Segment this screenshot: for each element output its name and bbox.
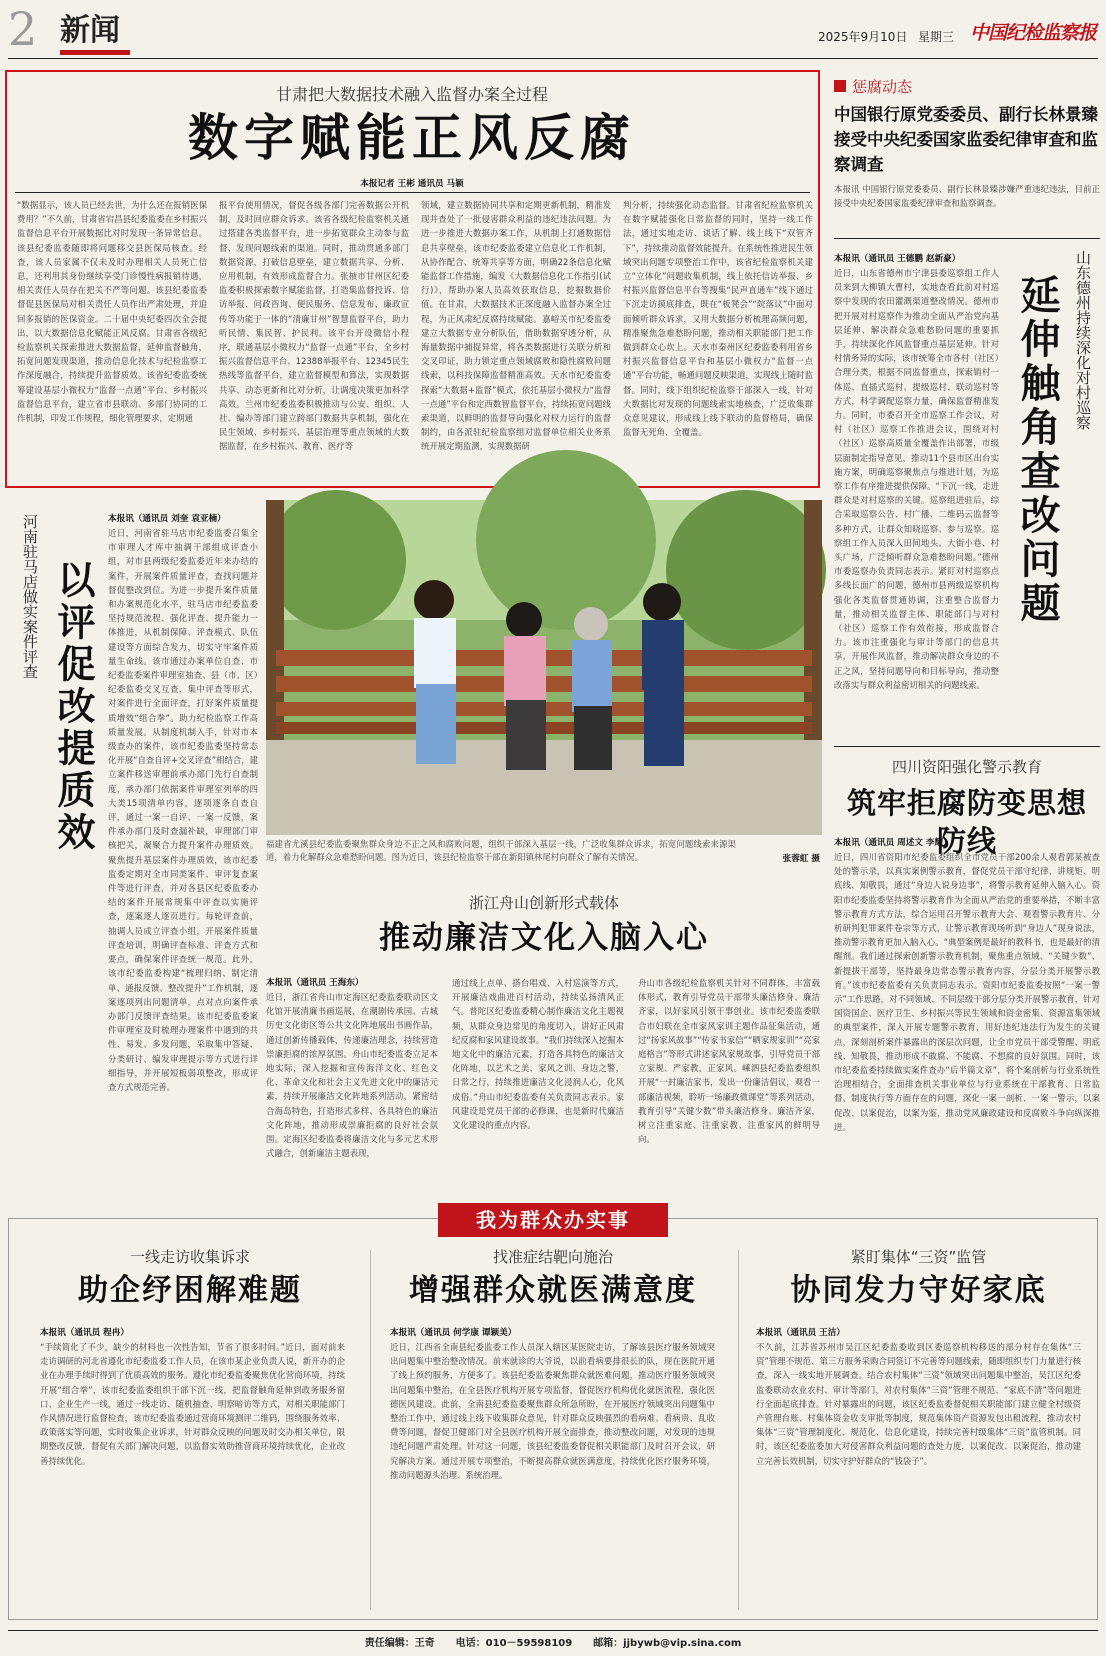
shandong-headline: 延伸触角查改问题 xyxy=(1014,274,1061,626)
sichuan-kicker: 四川资阳强化警示教育 xyxy=(891,758,1042,776)
shandong-kicker: 山东德州持续深化对村巡察 xyxy=(1074,250,1092,430)
bottom-divider-1 xyxy=(370,1250,371,1610)
bottom-headline-3: 协同发力守好家底 xyxy=(790,1273,1047,1308)
footer-email[interactable]: 邮箱：jjbywb@vip.sina.com xyxy=(593,1638,742,1649)
sichuan-rule xyxy=(834,746,1100,747)
footer-phone: 电话：010－59598109 xyxy=(455,1638,573,1649)
corruption-news xyxy=(834,72,1100,242)
footer-rule xyxy=(8,1630,1098,1631)
photo-credit: 张蓉虹 摄 xyxy=(782,854,820,864)
bottom-byline-1: 本报讯（通讯员 程冉） xyxy=(40,1328,129,1338)
sichuan-story xyxy=(834,746,1100,1188)
section-name: 新闻 xyxy=(60,13,120,48)
lead-column-3: 领域，建立数据协同共享和定期更新机制，精准发现并查处了一批侵害群众利益的违纪违法问题。为进一步推进大数据办案工作，从机制上打通数据信息共享壁垒，该市纪委监委建立信息化工作机制，从协作配合、统筹共享等方面，明确22条信息化赋能监督工作措施，编发《大数据信息化工作指引(试行)》，帮助办案人员高效获取信息，挖掘数据价值。在甘肃，大数据技术正深度融入监督办案全过程，为正风肃纪反腐持续赋能。嘉峪关市纪委监委建立大数据专业分析队伍，借助数据穿透分析，从海量数据中捕捉异常，将各类数据进行关联分析和交叉印证，助力锁定重点领域腐败和隐性腐败问题线索，以科技保障监督精准高效。天水市纪委监委探索“大数据+监督”模式，依托基层小微权力“监督一点通”平台和定西数智监督平台，持续拓宽问题线索渠道，以鲜明的监督导向强化对权力运行的监督制约，由各派驻纪检监察组对监督单位相关业务系统开展定期监测，实现数据研 xyxy=(421,200,611,452)
news-headline: 中国银行原党委委员、副行长林景臻接受中央纪委国家监委纪律审查和监察调查 xyxy=(834,105,1098,174)
bottom-story-2 xyxy=(378,1240,728,1612)
photo-caption: 福建省尤溪县纪委监委聚焦群众身边不正之风和腐败问题，组织干部深入基层一线，广泛收集群众诉求，拓宽问题线索来源渠道，着力化解群众急难愁盼问题。图为近日，该县纪检监察干部在新阳镇林尾村向群众了解有关情况。 xyxy=(266,839,736,862)
bottom-headline-2: 增强群众就医满意度 xyxy=(409,1273,697,1308)
lead-story-box xyxy=(5,70,820,488)
sichuan-headline: 筑牢拒腐防变思想防线 xyxy=(846,786,1087,858)
sichuan-byline: 本报讯（通讯员 周述文 李耀） xyxy=(834,838,952,848)
lead-kicker: 甘肃把大数据技术融入监督办案全过程 xyxy=(275,85,548,104)
lead-column-2: 报平台使用情况，督促各级各部门完善数据公开机制，及时回应群众诉求。该省各级纪检监察机关通过搭建各类监督平台，进一步拓宽群众主动参与监督、发现问题线索的渠道。同时，推动贯通多部门数据资源，打破信息壁垒，建立数据共享、分析、应用机制，有效形成监督合力。张掖市甘州区纪委监委积极探索数字赋能监督，打造集监督投诉、信访举报、问政咨询、便民服务、信息发布、廉政宣传等功能于一体的“清廉甘州”智慧监督平台，助力听民情、集民智、护民利。该平台开设微信小程序，联通基层小微权力“监督一点通”平台，全乡村振兴监督信息平台、12388举报平台、12345民生热线等监督平台，建立监督模型和算法，实现数据共享、动态更新和比对分析，让调度决策更加科学高效。兰州市纪委监委积极推动与公安、组织、人社、编办等部门建立跨部门数据共享机制，强化在民生领域、乡村振兴、基层治理等重点领域的大数据监督，在乡村振兴、教育、医疗等 xyxy=(219,200,409,452)
zhejiang-kicker: 浙江舟山创新形式载体 xyxy=(468,894,619,912)
henan-headline: 以评促改提质效 xyxy=(51,560,96,854)
bottom-kicker-1: 一线走访收集诉求 xyxy=(129,1248,250,1266)
bottom-divider-2 xyxy=(738,1250,739,1610)
henan-body: 近日，河南省驻马店市纪委监委召集全市审理人才库中抽调干部组成评查小组，对市县两级纪委监委近年来办结的案件，开展案件质量评查，查找问题并督促整改到位。为进一步提升案件质量和办案规范化水平，驻马店市纪委监委坚持规范流程、强化评查、提升能力一体推进，从机制保障、评查模式、队伍建设等方面综合发力，切实守牢案件质量生命线。该市通过办案单位自查、市纪委监委案件审理室抽查、县（市、区）纪委监委交叉互查、集中评查等形式，对案件进行全面评查，打好案件质量提质增效“组合拳”。助力纪检监察工作高质量发展。从制度机制入手，针对市本级查办的案件，该市纪委监委坚持常态化开展“自查自评+交叉评查”相结合，建立案件移送审理前承办部门先行自查制度，承办部门依据案件审理室列举的四大类15项清单内容，逐项逐条自查自评，通过一案一自评、一案一反馈，案件承办部门及时查漏补缺，审理部门审核把关，凝聚合力提升案件办理质效。聚焦提升基层案件办理质效，该市纪委监委定期对全市同类案件、审评复查案件等进行评查，并对各县区纪委监委办结的案件开展常规集中评查以实施评查，逐案逐人逐页进行。每轮评查前，抽调人员成立评查小组，开展案件质量评查培训，明确评查标准、评查方式和要点，确保案件评查统一规范。此外，该市纪委监委构建“梳理归纳、制定清单、通报反馈、整改提升”工作机制，逐案逐项列出问题清单，点对点向案件承办部门反馈评查结果。该市纪委监委案件审理室及时梳理办理案件中遇到的共性、易发、多发问题，采取集中答疑、分类研讨、编发审理提示等方式进行详细指导，并开展短板弱项整改，形成评查方式规范完善。 xyxy=(108,528,258,1092)
bottom-story-1 xyxy=(20,1240,360,1612)
lead-column-4: 判分析，持续强化动态监督。甘肃省纪检监察机关在数字赋能强化日常监督的同时，坚持一线工作法，通过实地走访、谈话了解、线上线下“双管齐下”，持续推动监督效能提升。在系统性推进民生领域突出问题专项整治工作中，该省纪检监察机关建立“立体化”问题收集机制，线上依托信访举报、乡村振兴监督信息平台等搜集“民声直通车”线下通过下沉走访摸底排查，既在“板凳会”“院落议”中面对面倾听群众诉求，又用大数据分析梳理高频问题，精准聚焦急难愁盼问题，推动相关职能部门把工作做到群众心坎上。天水市秦州区纪委监委利用省乡村振兴监督信息平台和基层小微权力“监督一点通”平台功能，畅通问题反映渠道，实现线上随时监督。同时，线下组织纪检监察干部深入一线，针对大数据比对发现的问题线索实地核查，广泛收集群众意见建议，形成线上线下联动的监督格局，确保监督无死角、全覆盖。 xyxy=(623,200,813,438)
bottom-story-3 xyxy=(746,1240,1091,1612)
issue-date: 2025年9月10日 xyxy=(818,30,908,44)
shandong-body-bottom xyxy=(834,676,1100,736)
bottom-body-1: “手续简化了不少，缺少的材料也一次性告知，节省了很多时间。”近日，面对前来走访调研的河北省遵化市纪委监委工作人员，在该市某企业负责人说，新开办的企业在办理手续时得到了优质高效的服务。遵化市纪委监委聚焦优化营商环境，持续开展“组合拳”，该市纪委监委组织干部下沉一线，把监督触角延伸到政务服务窗口、企业生产一线，通过一线走访、随机抽查、明察暗访等方式，对相关职能部门作风情况进行监督检查，该市纪委监委通过营商环境测评二维码，围绕服务效率、政策落实等问题，实时收集企业诉求，针对群众反映的问题及时交办相关单位，限期整改反馈，督促有关部门解决问题，以监督实效助推营商环境持续优化，企业改善持续优化。 xyxy=(40,1342,345,1466)
lead-rule xyxy=(15,192,810,193)
header-rule xyxy=(8,58,1098,59)
zhejiang-story xyxy=(266,876,822,1181)
shandong-byline: 本报讯（通讯员 王德鹏 赵新豪） xyxy=(834,254,961,264)
masthead-logo: 中国纪检监察报 xyxy=(970,22,1097,44)
shandong-body-top: 近日，山东省德州市宁津县委巡察组工作人员来到大柳镇大曹村，实地查看此前对村巡察中发现的农田灌溉渠道整改情况。德州市把开展对村巡察作为推动全面从严治党向基层延伸、解决群众急难愁盼问题的重要抓手，持续深化作风监督重点基层延伸。针对村情务异的实际，该市统筹全市各村（社区）合理分类，根据不同监督重点，探索销村一体巡、直插式巡村、提级巡村、联动巡村等方式，科学调配巡察力量，确保监督精准发力。同时，市委召开全市巡察工作会议，对村（社区）巡察工作推进会议，围绕对村（社区）巡察高质量全覆盖作出部署，市级层面制定指导意见，推动11个县市区出台实施方案，明确巡察聚焦点与推进计划，为巡察工作有序推进提供保障。“下沉一线，走进群众是对村巡察的关键。巡察组进驻后，综合采取巡察公告、村广播、二维码云监督等多种方式，让群众知晓巡察、参与巡察。巡察组工作人员深入田间地头、大街小巷、村头广场，广泛倾听群众急难愁盼问题。”德州市委巡察办负责同志表示。紧盯对村巡察点多线长面广的问题，德州市县两级巡察机构强化各类监督贯通协调，注重整合监督力量，推动相关监督主体、职能部门与对村（社区）巡察工作有效衔接，形成监督合力。该市注重强化与审计等部门的信息共享，开展作风监督，推动解决群众身边的不正之风，坚持问题导向和目标导向，推动整改落实与群众利益密切相关的问题线索。 xyxy=(834,268,999,690)
footer xyxy=(0,1634,1106,1652)
page-number: 2 xyxy=(8,2,38,56)
henan-byline: 本报讯（通讯员 刘奎 袁亚楠） xyxy=(108,514,226,524)
lead-column-1: “数据显示，该人员已经去世，为什么还在报销医保费用？”不久前，甘肃省宕昌县纪委监委在乡村振兴监督信息平台开展数据比对时发现一条异常信息。该县纪委监委随即将问题移交县医保局核查。经查，该人员家属不仅未及时办理相关人员死亡信息，还利用其身份继续享受门诊慢性病报销待遇，相关责任人员存在把关不严等问题。该县纪委监委督促县医保局对相关责任人员作出严肃处理，并追回多报销的医保资金。二十届中央纪委四次全会提出，以大数据信息化赋能正风反腐。甘肃省各级纪检监察机关探索推进大数据监督，延伸监督触角，拓宽问题发现渠道，推动信息化技术与纪检监察工作深度融合，持续提升监督质效。该省纪委监委统筹建设基层小微权力“监督一点通”平台、乡村振兴监督信息平台，建立省市县联动、多部门协同的工作机制，印发工作规程，细化管理要求，定期通 xyxy=(17,200,207,424)
lead-headline: 数字赋能正风反腐 xyxy=(188,108,636,167)
page-header xyxy=(0,0,1106,62)
henan-story xyxy=(8,500,258,1180)
shandong-story xyxy=(834,244,1100,744)
footer-editor: 责任编辑：王奇 xyxy=(364,1638,435,1649)
bottom-byline-2: 本报讯（通讯员 何学康 谭颖美） xyxy=(390,1328,517,1338)
bottom-headline-1: 助企纾困解难题 xyxy=(78,1273,302,1308)
bottom-body-2: 近日，江西省全南县纪委监委工作人员深入辖区某医院走访，了解该县医疗服务领域突出问题集中整治整改情况。前来就诊的大爷说，以前看病要排很长的队，现在医院开通了线上预约服务，方便多了。该县纪委监委聚焦群众就医难问题，推动医疗服务领域突出问题集中整治，在全县医疗机构开展专项监督，督促医疗机构优化就医流程，强化医德医风建设。此前，全南县纪委监委聚焦群众所急所盼，在开展医疗领域突出问题集中整治工作中，通过线上线下收集群众意见，针对群众反映强烈的看病难、看病贵、乱收费等问题，督促卫健部门对全县医疗机构开展全面排查，推动整改问题，对发现的违规违纪问题严肃处理。针对这一问题，该县纪委监委督促相关职能部门及时召开会议，研究解决方案。通过开展专项整治，不断提高群众就医满意度，持续优化医疗服务环境，推动问题源头治理、系统治理。 xyxy=(390,1342,715,1480)
photo-illustration xyxy=(266,500,822,835)
news-body: 本报讯 中国银行原党委委员、副行长林景臻涉嫌严重违纪违法，目前正接受中央纪委国家监委纪律审查和监察调查。 xyxy=(834,184,1100,209)
henan-kicker: 河南驻马店做实案件评查 xyxy=(21,514,39,679)
issue-weekday: 星期三 xyxy=(918,30,955,44)
news-section-label: 惩腐动态 xyxy=(852,78,913,96)
zhejiang-column-2: 通过线上点单、搭台唱戏、入村巡演等方式，开展廉洁戏曲进百村活动，持续弘扬清风正气。普陀区纪委监委精心制作廉洁文化主题视频，从群众身边常见的角度切入，讲好正风肃纪反腐和家风建设故事。“我们持续深入挖掘本地文化中的廉洁元素，打造各具特色的廉洁文化阵地，以艺术之美、家风之训、身边之警，日常之行，持续推进廉洁文化浸润人心，化风成俗。”舟山市纪委监委有关负责同志表示。家风建设是党员干部的必修课，也是新时代廉洁文化建设的重点内容。 xyxy=(452,978,624,1131)
section-underline xyxy=(60,50,130,55)
bottom-kicker-2: 找准症结靶向施治 xyxy=(492,1248,613,1266)
bottom-kicker-3: 紧盯集体“三资”监管 xyxy=(850,1248,987,1266)
section-banner: 我为群众办实事 xyxy=(438,1203,668,1237)
news-rule xyxy=(834,238,1100,239)
red-square-icon xyxy=(834,80,846,92)
zhejiang-column-1: 近日，浙江省舟山市定海区纪委监委联动区文化馆开展清廉书画巡展，在潮剧传承园、古城历史文化街区等公共文化阵地展出书画作品，通过创新传播载体，传递廉洁理念，持续营造崇廉拒腐的浓厚氛围。舟山市纪委监委立足本地实际，深入挖掘和宣传海洋文化、红色文化、革命文化和社会主义先进文化中的廉洁元素，持续开展廉洁文化阵地系列活动，紧密结合海岛特色，打造形式多样、各具特色的廉洁文化阵地，推动形成崇廉拒腐的良好社会氛围。定海区纪委监委将廉洁文化与多元艺术形式融合，创新廉洁主题表现， xyxy=(266,992,438,1159)
feature-photo xyxy=(266,500,822,835)
zhejiang-column-3: 舟山市各级纪检监察机关针对不同群体，丰富载体形式，教育引导党员干部带头廉洁修身、廉洁齐家，以好家风引领干事创业。该市纪委监委联合市妇联在全市家风家训主题作品征集活动，通过“扬家风故事”“传家书家信”“晒家规家训”“亮家庭格言”等形式讲述家风家规故事，引导党员干部立家规、严家教，正家风。嵊泗县纪委监委组织开展“一封廉洁家书，发出一份廉洁倡议，观看一部廉洁视频，聆听一场廉政微课堂”等系列活动，教育引导“关键少数”带头廉洁修身、廉洁齐家，树立注重家庭、注重家教、注重家风的鲜明导向。 xyxy=(638,978,820,1145)
bottom-body-3: 不久前，江苏省苏州市吴江区纪委监委收到区委巡察机构移送的部分村存在集体“三资”管理不规范、第三方服务采购合同签订不完善等问题线索，随即组织专门力量进行核查，深入一线实地开展调查。结合农村集体“三资”领域突出问题集中整治，吴江区纪委监委联动农业农村、审计等部门，对农村集体“三资”管理不规范、“家底不清”等问题进行全面起底排查。针对暴露出的问题，该区纪委监委督促相关职能部门建立健全村级资产管理台账、村集体资金收支审批等制度，规范集体资产资源发包出租流程，推动农村集体“三资”管理制度化、规范化、信息化建设，持续完善村级集体“三资”监管机制。同时，该区纪委监委加大对侵害群众利益问题的查处力度，以案促改、以案促治，推动建立完善长效机制，切实守护好群众的“钱袋子”。 xyxy=(756,1342,1081,1466)
sichuan-body: 近日，四川省资阳市纪委监委组织全市党员干部200余人观看郭某被查处的警示录，以真实案例警示教育，督促党员干部守纪律、讲规矩、明底线、知敬畏，通过“身边人说身边事”，将警示教育延伸入脑入心。资阳市纪委监委坚持将警示教育作为全面从严治党的重要举措，不断丰富警示教育方式方法，综合运用召开警示教育大会、观看警示教育片、分析研判犯罪案件卷宗等方式，让警示教育现场听到“身边人”现身说法，推动警示教育更加入脑入心。“典型案例是最好的教科书，也是最好的清醒剂。我们通过探索创新警示教育机制，聚焦重点领域、“关键少数”、新提拔干部等，坚持最身边常态警示教育内容，分层分类开展警示教育。”该市纪委监委有关负责同志表示。资阳市纪委监委按照“一案一警示”工作思路，对不同领域、不同层级干部分层分类开展警示教育，针对国资国企、医疗卫生、乡村振兴等民生领域和资金密集、资源富集领域的典型案件，深入开展专题警示教育，用好违纪违法行为发生的关键点，深刻剖析案件暴露出的深层次问题，让全市党员干部受警醒、明底线、知敬畏，推动形成不敢腐、不能腐、不想腐的良好氛围。同时，该市纪委监委持续做实案件查办“后半篇文章”，将个案剖析与行业系统性治理相结合，全面排查机关事业单位与行业系统在干部教育、日常监督、制度执行等方面存在的问题，深化一案一剖析、一案一警示，以案促改、以案促治，以案为鉴，推动党风廉政建设和反腐败斗争向纵深推进。 xyxy=(834,852,1100,1132)
zhejiang-byline: 本报讯（通讯员 王海东） xyxy=(266,978,364,988)
bottom-byline-3: 本报讯（通讯员 王洁） xyxy=(756,1328,845,1338)
zhejiang-headline: 推动廉洁文化入脑入心 xyxy=(379,920,709,956)
lead-byline: 本报记者 王彬 通讯员 马颖 xyxy=(360,179,464,189)
